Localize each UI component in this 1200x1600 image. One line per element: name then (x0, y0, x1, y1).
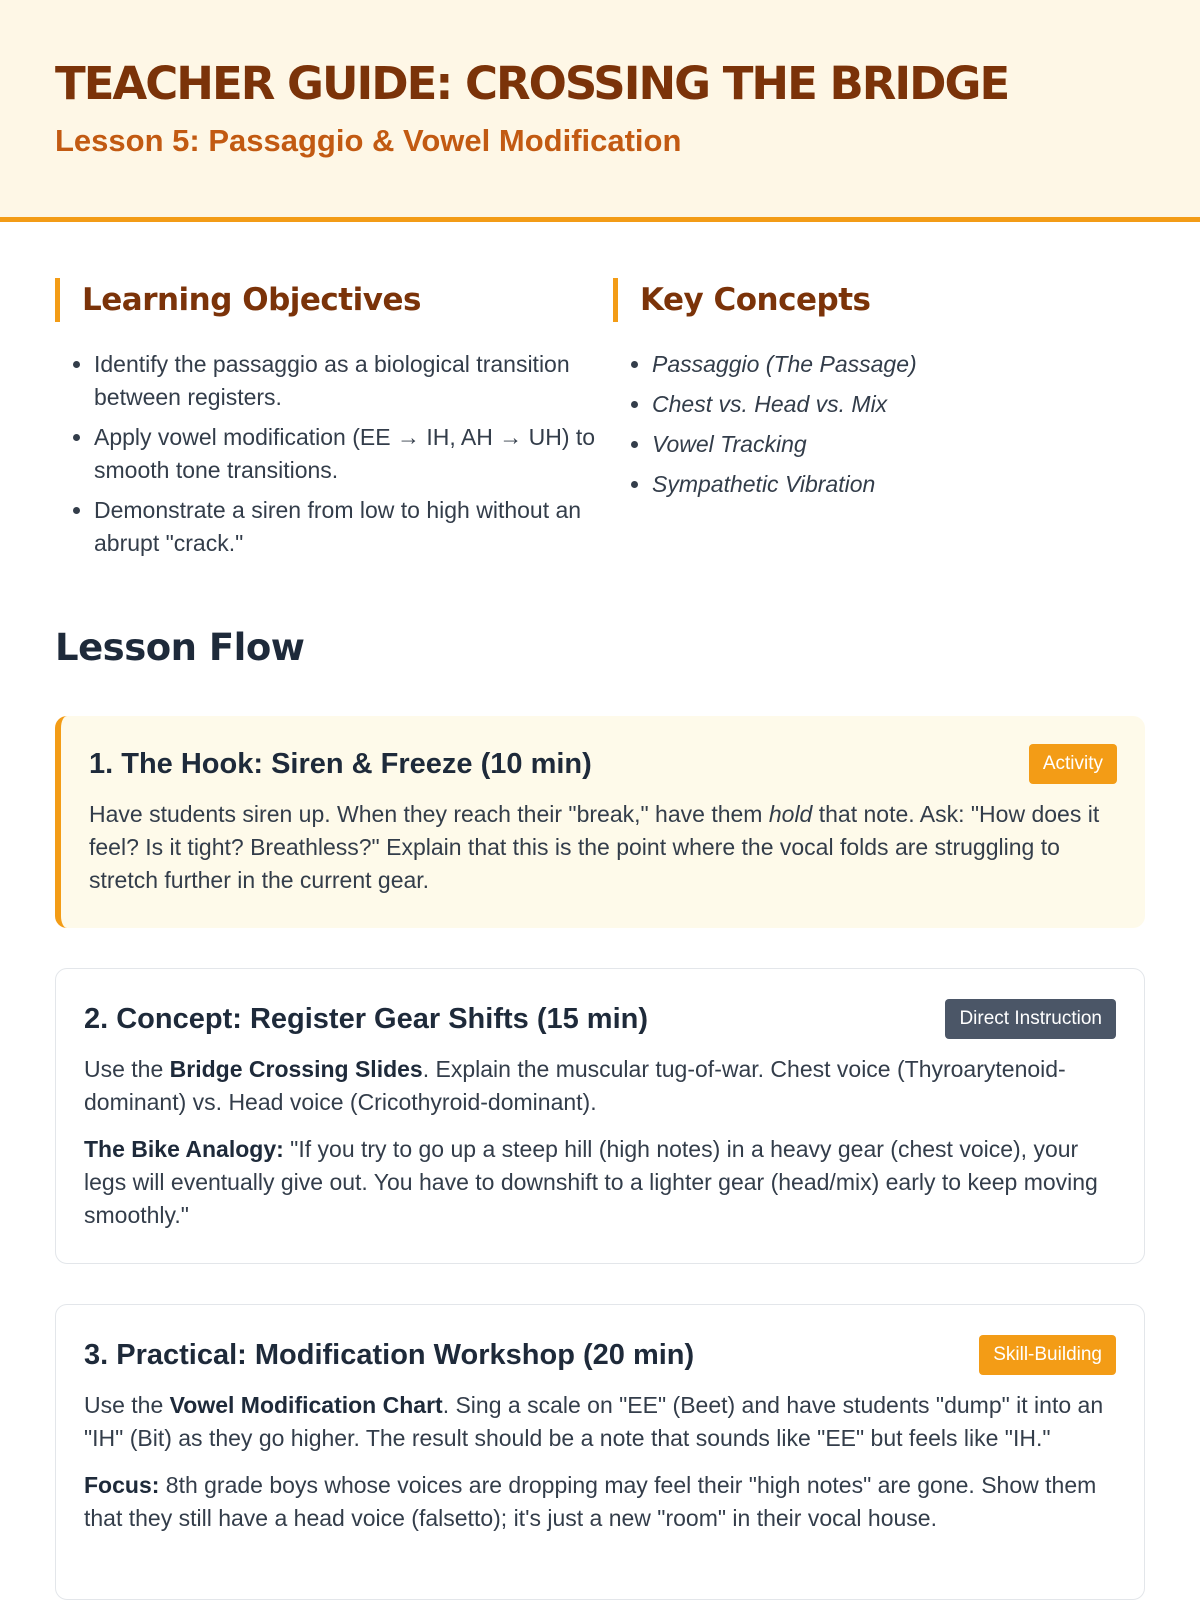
bold-text: Vowel Modification Chart (169, 1392, 443, 1418)
page-header (0, 0, 1200, 222)
concept-item: • Sympathetic Vibration (652, 468, 1145, 501)
step-card-header (84, 999, 1116, 1039)
step-badge-activity: Activity (1029, 744, 1117, 784)
step-card-header (84, 1335, 1116, 1375)
step-card-practical (55, 1304, 1145, 1600)
page-subtitle: Lesson 5: Passaggio & Vowel Modification (55, 123, 682, 158)
page-title: TEACHER GUIDE: CROSSING THE BRIDGE (55, 57, 1009, 110)
step-focus (84, 1469, 1116, 1535)
text-run: Use the (84, 1392, 170, 1418)
step-title: 3. Practical: Modification Workshop (20 min) (84, 1339, 695, 1371)
text-run: "If you try to go up a steep hill (high notes) in a heavy gear (chest voice), your legs will eventually give out. You have to downshift to a lighter gear (head/mix) early to keep moving smoothly." (84, 1136, 1098, 1228)
text-run: . Sing a scale on "EE" (Beet) and have students "dump" it into an "IH" (Bit) as they go higher. The result should be a note that sounds like "EE" but feels like "IH." (84, 1392, 1104, 1451)
step-title: 1. The Hook: Siren & Freeze (10 min) (89, 748, 592, 780)
concepts-section (600, 278, 1145, 567)
step-title: 2. Concept: Register Gear Shifts (15 min) (84, 1003, 649, 1035)
text-run: . Explain the muscular tug-of-war. Chest voice (Thyroarytenoid-dominant) vs. Head voice (Cricothyroid-dominant). (84, 1056, 1066, 1115)
objectives-section (55, 278, 600, 567)
step-card-header (89, 744, 1117, 784)
step-card-concept (55, 968, 1145, 1264)
step-description (84, 1389, 1116, 1455)
concept-item: • Passaggio (The Passage) (652, 348, 1145, 381)
text-run: Have students siren up. When they reach their "break," have them (89, 801, 769, 827)
objectives-list (55, 348, 600, 560)
objective-item: • Identify the passaggio as a biological transition between registers. (94, 348, 600, 414)
step-analogy (84, 1133, 1116, 1232)
bold-text: Focus: (84, 1472, 160, 1498)
step-badge-direct-instruction: Direct Instruction (945, 999, 1116, 1039)
step-card-hook (55, 716, 1145, 928)
objective-item: • Apply vowel modification (EE → IH, AH → UH) to smooth tone transitions. (94, 421, 600, 487)
text-run: 8th grade boys whose voices are dropping may feel their "high notes" are gone. Show them that they still have a head voice (falsetto); it's just a new "room" in their vocal house. (84, 1472, 1097, 1531)
step-description (84, 1053, 1116, 1119)
overview-columns (0, 278, 1200, 567)
text-run: Use the (84, 1056, 170, 1082)
step-badge-skill-building: Skill-Building (979, 1335, 1116, 1375)
bold-text: The Bike Analogy: (84, 1136, 284, 1162)
concept-item: • Vowel Tracking (652, 428, 1145, 461)
objective-item: • Demonstrate a siren from low to high without an abrupt "crack." (94, 494, 600, 560)
text-run: that note. Ask: "How does it feel? Is it tight? Breathless?" Explain that this is the point where the vocal folds are struggling to stretch further in the current gear. (89, 801, 1100, 893)
emphasis-text: hold (768, 801, 813, 827)
lesson-flow-heading: Lesson Flow (55, 626, 305, 669)
concepts-heading: Key Concepts (613, 278, 1145, 322)
concepts-list (613, 348, 1145, 501)
bold-text: Bridge Crossing Slides (169, 1056, 423, 1082)
step-description (89, 798, 1117, 897)
concept-item: • Chest vs. Head vs. Mix (652, 388, 1145, 421)
objectives-heading: Learning Objectives (55, 278, 600, 322)
